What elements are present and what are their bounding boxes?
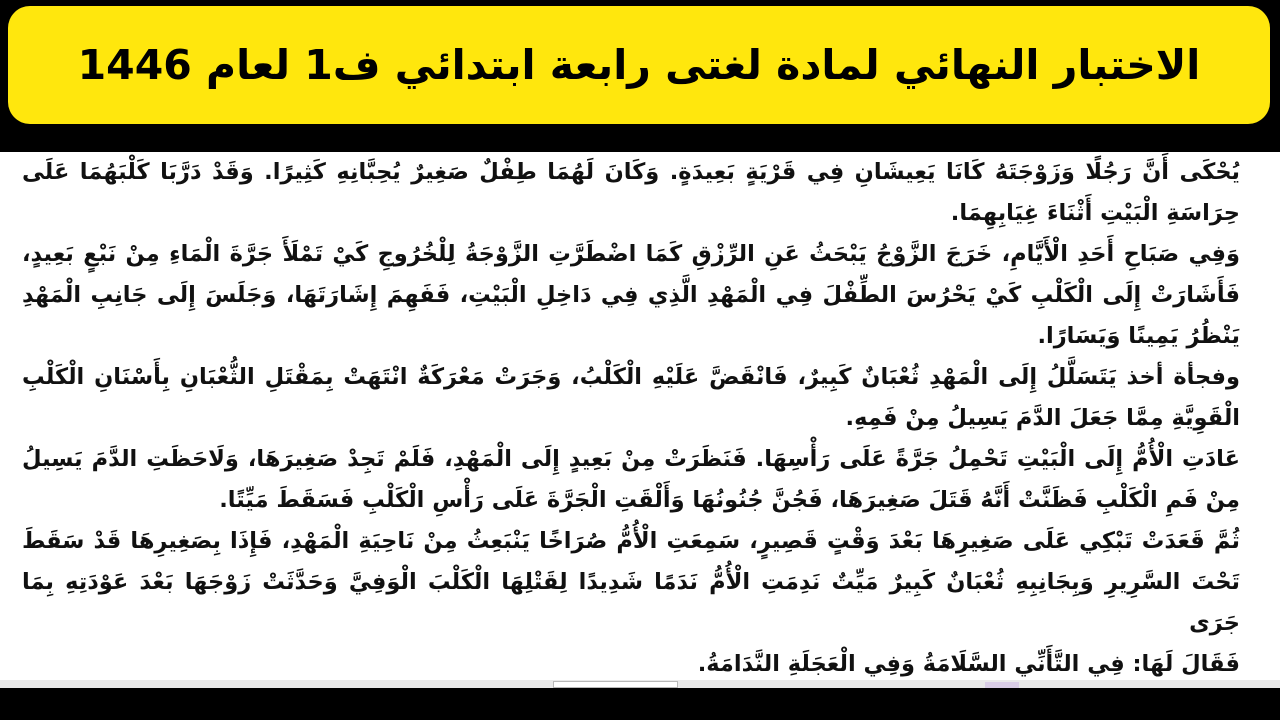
banner-title: الاختبار النهائي لمادة لغتى رابعة ابتدائي ف1 لعام 1446 <box>77 41 1201 89</box>
paragraph-3: وفجأة أخذ يَتَسَلَّلُ إِلَى الْمَهْدِ ثُعْبَانٌ كَبِيرٌ، فَانْقَضَّ عَلَيْهِ الْكَلْبُ، وَجَرَتْ مَعْرَكَةٌ انْتَهَتْ بِمَقْتَلِ الثُّعْبَانِ بِأَسْنَانِ الْكَلْبِ الْقَوِيَّةِ مِمَّا جَعَلَ الدَّمَ يَسِيلُ مِنْ فَمِهِ. <box>22 364 1240 431</box>
story-text <box>0 152 1280 680</box>
paragraph-5: ثُمَّ قَعَدَتْ تَبْكِي عَلَى صَغِيرِهَا بَعْدَ وَقْتٍ قَصِيرٍ، سَمِعَتِ الْأُمُّ صُرَاخًا يَنْبَعِثُ مِنْ نَاحِيَةِ الْمَهْدِ، فَإِذَا بِصَغِيرِهَا قَدْ سَقَطَ تَحْتَ السَّرِيرِ وَبِجَانِبِهِ ثُعْبَانٌ كَبِيرٌ مَيِّتٌ نَدِمَتِ الْأُمُّ نَدَمًا شَدِيدًا لِقَتْلِهَا الْكَلْبَ الْوَفِيَّ وَحَدَّثَتْ زَوْجَهَا بَعْدَ عَوْدَتِهِ بِمَا جَرَى <box>22 528 1240 636</box>
paragraph-1: يُحْكَى أَنَّ رَجُلًا وَزَوْجَتَهُ كَانَا يَعِيشَانِ فِي قَرْيَةٍ بَعِيدَةٍ. وَكَانَ لَهُمَا طِفْلٌ صَغِيرٌ يُحِبَّانِهِ كَثِيرًا. وَقَدْ دَرَّبَا كَلْبَهُمَا عَلَى حِرَاسَةِ الْبَيْتِ أَثْنَاءَ غِيَابِهِمَا. <box>22 159 1240 226</box>
status-accent-block <box>985 682 1019 688</box>
document-page <box>0 152 1280 680</box>
paragraph-4: عَادَتِ الْأُمُّ إِلَى الْبَيْتِ تَحْمِلُ جَرَّةً عَلَى رَأْسِهَا. فَنَظَرَتْ مِنْ بَعِيدٍ إِلَى الْمَهْدِ، فَلَمْ تَجِدْ صَغِيرَهَا، وَلَاحَظَتِ الدَّمَ يَسِيلُ مِنْ فَمِ الْكَلْبِ فَظَنَّتْ أَنَّهُ قَتَلَ صَغِيرَهَا، فَجُنَّ جُنُونُهَا وَأَلْقَتِ الْجَرَّةَ عَلَى رَأْسِ الْكَلْبِ فَسَقَطَ مَيِّتًا. <box>22 446 1240 513</box>
title-banner <box>8 6 1270 124</box>
paragraph-6: فَقَالَ لَهَا: فِي التَّأَنِّي السَّلَامَةُ وَفِي الْعَجَلَةِ النَّدَامَةُ. <box>697 651 1240 677</box>
paragraph-2: وَفِي صَبَاحِ أَحَدِ الْأَيَّامِ، خَرَجَ الزَّوْجُ يَبْحَثُ عَنِ الرِّزْقِ كَمَا اضْطَرَّتِ الزَّوْجَةُ لِلْخُرُوجِ كَيْ تَمْلَأَ جَرَّةَ الْمَاءِ مِنْ نَبْعٍ بَعِيدٍ، فَأَشَارَتْ إِلَى الْكَلْبِ كَيْ يَحْرُسَ الطِّفْلَ فِي الْمَهْدِ الَّذِي فِي دَاخِلِ الْبَيْتِ، فَفَهِمَ إِشَارَتَهَا، وَجَلَسَ إِلَى جَانِبِ الْمَهْدِ يَنْظُرُ يَمِينًا وَيَسَارًا. <box>22 241 1240 349</box>
page-indicator-box <box>553 681 678 688</box>
